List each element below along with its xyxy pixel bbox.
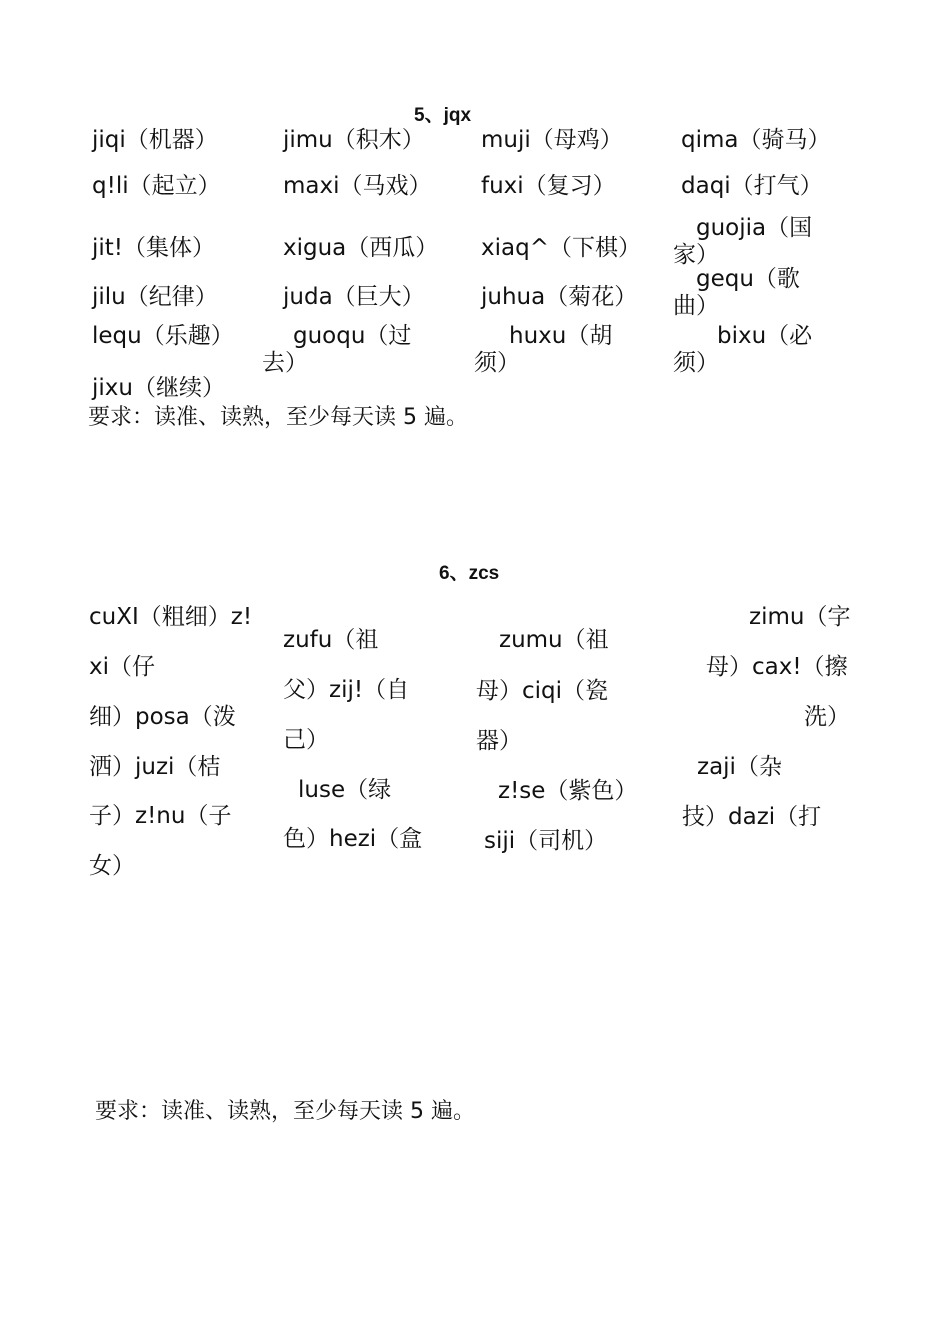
word-daqi: daqi（打气）	[681, 173, 823, 199]
col3-line4: z!se（紫色）	[498, 778, 638, 804]
word-qima: qima（骑马）	[681, 127, 831, 153]
word-jixu: jixu（继续）	[92, 375, 225, 401]
col1-line1: cuXI（粗细）z!	[89, 604, 253, 630]
col2-line4: luse（绿	[298, 777, 392, 803]
col1-line2: xi（仔	[89, 654, 156, 680]
col1-line3: 细）posa（泼	[89, 704, 236, 730]
col2-line5: 色）hezi（盒	[283, 826, 423, 852]
word-xiaq: xiaq^（下棋）	[481, 235, 641, 261]
word-jimu: jimu（积木）	[283, 127, 425, 153]
col1-line6: 女）	[89, 853, 135, 879]
word-xigua: xigua（西瓜）	[283, 235, 439, 261]
word-jiqi: jiqi（机器）	[92, 127, 218, 153]
col1-line5: 子）z!nu（子	[89, 803, 232, 829]
word-huxu: huxu（胡	[509, 323, 613, 349]
word-juhua: juhua（菊花）	[481, 284, 638, 310]
col4-line2: 母）cax!（擦	[706, 654, 848, 680]
word-bixu-cont: 须）	[673, 350, 719, 376]
word-maxi: maxi（马戏）	[283, 173, 432, 199]
col3-line2: 母）ciqi（瓷	[476, 678, 609, 704]
section5-requirement: 要求：读准、读熟，至少每天读 5 遍。	[88, 405, 468, 430]
word-guojia-cont: 家）	[673, 242, 719, 268]
word-guojia: guojia（国	[696, 215, 813, 241]
word-bixu: bixu（必	[717, 323, 813, 349]
word-lequ: lequ（乐趣）	[92, 323, 234, 349]
col4-line5: 技）dazi（打	[682, 804, 822, 830]
word-qli: q!li（起立）	[92, 173, 221, 199]
word-gequ: gequ（歌	[696, 266, 800, 292]
word-huxu-cont: 须）	[474, 350, 520, 376]
word-guoqu-cont: 去）	[262, 350, 308, 376]
col2-line2: 父）zij!（自	[283, 677, 410, 703]
word-jilu: jilu（纪律）	[92, 284, 218, 310]
word-guoqu: guoqu（过	[293, 323, 412, 349]
col3-line1: zumu（祖	[499, 627, 609, 653]
section5-heading: 5、jqx	[414, 105, 472, 126]
col3-line3: 器）	[476, 728, 522, 754]
col2-line3: 己）	[283, 727, 329, 753]
section6-heading: 6、zcs	[439, 563, 500, 584]
section6-requirement: 要求：读准、读熟，至少每天读 5 遍。	[95, 1099, 475, 1124]
word-juda: juda（巨大）	[283, 284, 425, 310]
col4-line1: zimu（字	[749, 604, 851, 630]
col1-line4: 洒）juzi（桔	[89, 754, 221, 780]
col3-line5: siji（司机）	[484, 828, 608, 854]
word-muji: muji（母鸡）	[481, 127, 623, 153]
word-jit: jit!（集体）	[92, 235, 216, 261]
word-fuxi: fuxi（复习）	[481, 173, 616, 199]
word-gequ-cont: 曲）	[673, 293, 719, 319]
col2-line1: zufu（祖	[283, 627, 379, 653]
col4-line4: zaji（杂	[697, 754, 782, 780]
col4-line3: 洗）	[804, 704, 850, 730]
